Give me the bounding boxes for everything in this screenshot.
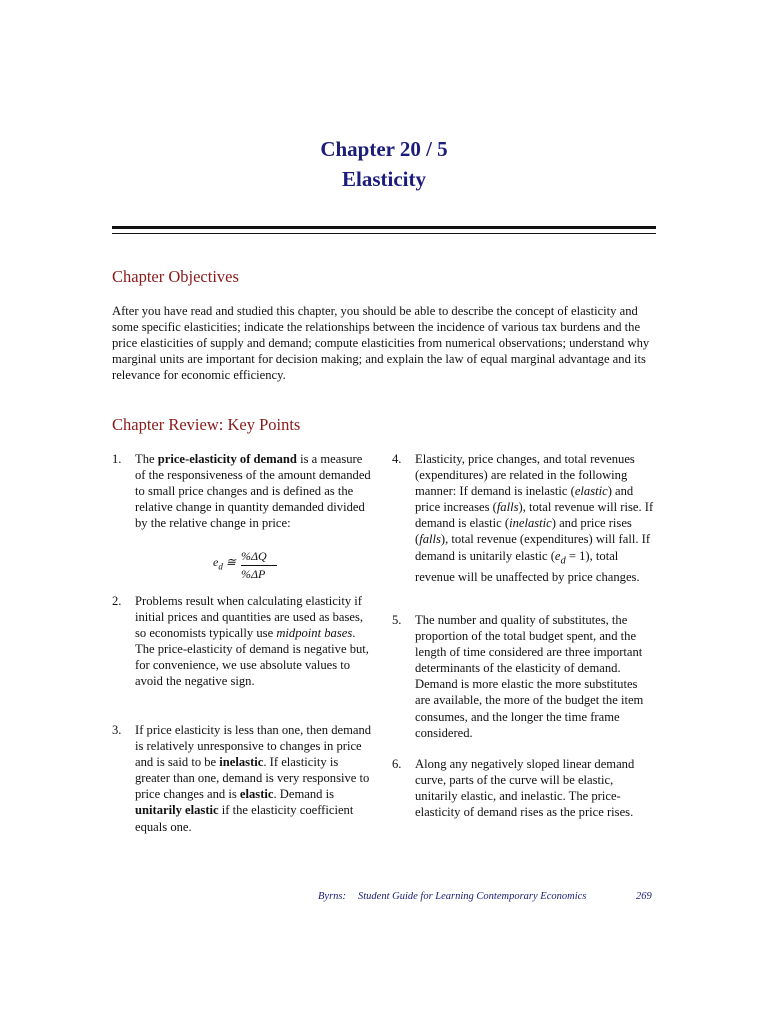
- item-text-part: If price elasticity is less than one, then demand is relatively unresponsive to changes in price and is said to be: [135, 723, 372, 770]
- formula-approx-sign: ≅: [222, 555, 236, 569]
- term-bold: price-elasticity of demand: [157, 452, 297, 466]
- objectives-paragraph: After you have read and studied this chapter, you should be able to describe the concept of elasticity and some specific elasticities; indicate the relationships between the incidence of various tax burdens and the price elasticities of supply and demand; compute elasticities from numerical observations; understand why marginal units are important for decision making; and explain the law of equal marginal advantage and its relevance for economic efficiency.: [112, 304, 650, 383]
- item-number: 4.: [392, 452, 402, 466]
- item-text-part: is a measure of the responsiveness of the amount demanded to small price changes and is defined as the relative change in quantity demanded divided by the relative change in price:: [135, 452, 371, 531]
- formula-fraction: [241, 549, 281, 582]
- item-text-part: The: [135, 452, 158, 466]
- item-text-part: Problems result when calculating elasticity if initial prices and quantities are used as bases, so economists typically use: [135, 594, 364, 641]
- chapter-title: Elasticity: [342, 167, 426, 191]
- item-text-part: . Demand is: [273, 787, 335, 802]
- item-text-part: . If elasticity is greater than one, demand is very responsive to price changes and is: [135, 755, 370, 802]
- title-rule-thin: [112, 233, 656, 234]
- term-italic: falls: [496, 500, 519, 515]
- item-number: 3.: [112, 723, 122, 737]
- item-text-part: if the elasticity coefficient equals one.: [135, 803, 354, 834]
- item-text-part: . The price-elasticity of demand is negative but, for convenience, we use absolute values to avoid the negative sign.: [135, 626, 369, 689]
- page-number: 269: [636, 891, 652, 902]
- item-text-part: ) and price increases (: [415, 484, 634, 515]
- item-text: The number and quality of substitutes, the proportion of the total budget spent, and the length of time considered are three important determinants of the elasticity of demand. Demand is more elastic the more substitutes are available, the more of the budget the item consumes, and the longer the time frame considered.: [415, 613, 644, 740]
- title-rule-thick: [112, 226, 656, 229]
- footer-author: Byrns:: [318, 891, 346, 902]
- item-text: [135, 451, 375, 531]
- term-bold: inelastic: [219, 755, 264, 770]
- objectives-heading: Chapter Objectives: [112, 267, 239, 286]
- formula-lhs-symbol: e: [213, 555, 219, 569]
- term-italic: midpoint bases: [276, 626, 353, 641]
- formula-lhs: [213, 555, 236, 571]
- term-italic: falls: [419, 532, 441, 547]
- term-italic: inelastic: [509, 516, 552, 531]
- term-bold: elastic: [239, 787, 274, 802]
- item-text-part: Elasticity, price changes, and total revenues (expenditures) are related in the following manner: If demand is inelastic (: [415, 452, 635, 499]
- formula-denominator: %ΔP: [241, 567, 266, 581]
- chapter-number: Chapter 20 / 5: [320, 137, 448, 161]
- formula-lhs-subscript: d: [218, 561, 223, 572]
- item-text-part: ), total revenue (expenditures) will fall. If demand is unitarily elastic (: [415, 532, 651, 563]
- item-text-part: ), total revenue will rise. If demand is elastic (: [415, 500, 654, 531]
- review-heading: Chapter Review: Key Points: [112, 415, 301, 434]
- item-number: 1.: [112, 452, 122, 466]
- term-italic: elastic: [574, 484, 608, 499]
- item-text-part: ) and price rises (: [415, 516, 632, 547]
- symbol-subscript: d: [560, 555, 566, 567]
- formula-numerator: %ΔQ: [241, 549, 267, 563]
- term-bold: unitarily elastic: [135, 803, 219, 818]
- item-number: 2.: [112, 594, 122, 608]
- item-number: 6.: [392, 757, 402, 771]
- item-text: [415, 451, 655, 585]
- item-text-part: = 1), total revenue will be unaffected by price changes.: [415, 548, 640, 585]
- footer-book-title: Student Guide for Learning Contemporary Economics: [358, 891, 587, 902]
- item-text: Along any negatively sloped linear demand curve, parts of the curve will be elastic, unitarily elastic, and inelastic. The price-elasticity of demand rises as the price rises.: [415, 757, 635, 820]
- item-text: [135, 722, 375, 835]
- symbol-italic: e: [554, 548, 561, 563]
- item-number: 5.: [392, 613, 402, 627]
- item-text: [135, 593, 375, 690]
- fraction-bar: [241, 565, 277, 566]
